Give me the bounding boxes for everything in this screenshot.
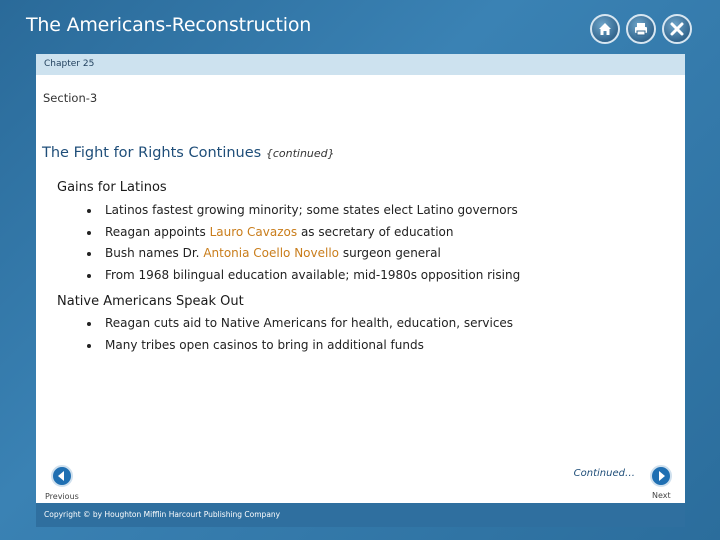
bullet-list-native-americans bbox=[85, 313, 513, 356]
previous-label: Previous bbox=[45, 492, 79, 501]
heading-continued: {continued} bbox=[265, 147, 335, 160]
next-label: Next bbox=[652, 491, 671, 500]
home-icon[interactable] bbox=[590, 14, 620, 44]
list-item: Reagan appoints Lauro Cavazos as secretary of education bbox=[85, 222, 520, 244]
highlight-name: Lauro Cavazos bbox=[209, 224, 298, 239]
page-title bbox=[42, 145, 335, 161]
previous-button[interactable] bbox=[51, 465, 73, 487]
toolbar-icons bbox=[590, 14, 692, 44]
print-icon[interactable] bbox=[626, 14, 656, 44]
highlight-name: Antonia Coello Novello bbox=[203, 246, 340, 260]
app-title: The Americans-Reconstruction bbox=[26, 14, 312, 36]
continued-label: Continued… bbox=[573, 468, 635, 479]
copyright-text: Copyright © by Houghton Mifflin Harcourt Publishing Company bbox=[44, 510, 281, 519]
heading-main: The Fight for Rights Continues bbox=[42, 145, 262, 161]
arrow-right-icon bbox=[655, 470, 667, 482]
footer-bar bbox=[36, 503, 685, 527]
section-label: Section-3 bbox=[43, 91, 98, 105]
group-title-native-americans: Native Americans Speak Out bbox=[57, 294, 244, 309]
slide-content bbox=[36, 75, 685, 503]
list-item: From 1968 bilingual education available; mid-1980s opposition rising bbox=[85, 265, 520, 287]
chapter-bar bbox=[36, 54, 685, 75]
bullet-list-latinos bbox=[85, 200, 520, 286]
close-icon[interactable] bbox=[662, 14, 692, 44]
list-item: Many tribes open casinos to bring in additional funds bbox=[85, 335, 513, 357]
list-item: Latinos fastest growing minority; some states elect Latino governors bbox=[85, 200, 520, 222]
arrow-left-icon bbox=[56, 470, 68, 482]
chapter-label: Chapter 25 bbox=[44, 59, 95, 69]
next-button[interactable] bbox=[650, 465, 672, 487]
list-item: Bush names Dr. Antonia Coello Novello surgeon general bbox=[85, 243, 520, 265]
group-title-latinos: Gains for Latinos bbox=[57, 180, 167, 195]
list-item: Reagan cuts aid to Native Americans for health, education, services bbox=[85, 313, 513, 335]
